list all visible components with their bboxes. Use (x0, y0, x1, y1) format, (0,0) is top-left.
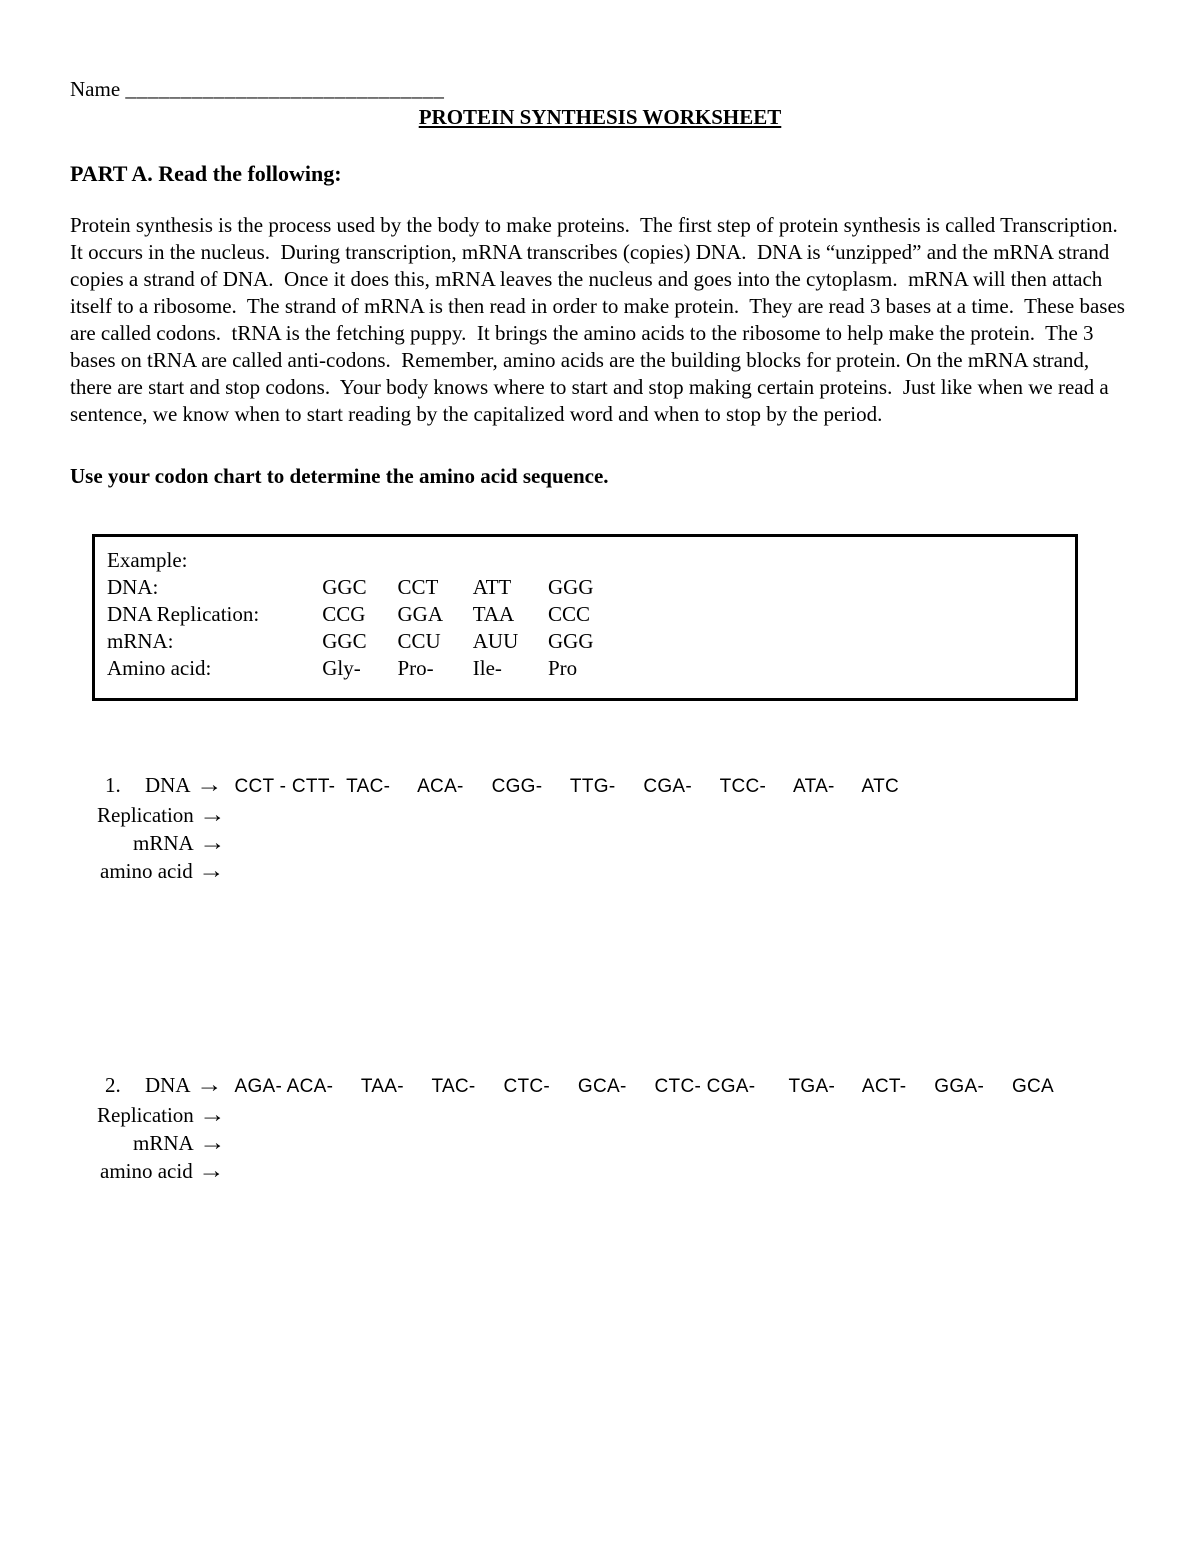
example-row-amino-acid (107, 655, 1063, 682)
arrow-icon: → (198, 830, 226, 855)
replication-label: Replication (97, 803, 194, 827)
example-row-mrna (107, 628, 1063, 655)
dna-sequence: CCT - CTT- TAC- ACA- CGG- TTG- CGA- TCC- ATA- ATC (234, 776, 900, 797)
example-row-label: Amino acid: (107, 656, 212, 680)
example-box (92, 534, 1078, 701)
mrna-label: mRNA (133, 831, 194, 855)
codon-value: TAA (472, 602, 515, 626)
codon-value: ATT (472, 575, 512, 599)
amino-acid-label: amino acid (100, 859, 193, 883)
codon-value: GGC (322, 629, 367, 653)
mrna-label: mRNA (133, 1131, 194, 1155)
example-row-label: DNA: (107, 575, 159, 599)
codon-value: Pro (548, 656, 578, 680)
name-line (70, 76, 1130, 103)
question-dna-line (70, 1071, 1130, 1101)
codon-value: CCT (397, 575, 439, 599)
question-2 (70, 1071, 1130, 1185)
arrow-icon: → (198, 1130, 226, 1155)
part-a-heading: PART A. Read the following: (70, 161, 342, 186)
example-label: Example: (107, 548, 188, 572)
intro-paragraph: Protein synthesis is the process used by the body to make proteins. The first step of protein synthesis is called Transcription. It occurs in the nucleus. During transcription, mRNA transcribes (copies) DNA. DNA is “unzipped” and the mRNA strand copies a strand of DNA. Once it does this, mRNA leaves the nucleus and goes into the cytoplasm. mRNA will then attach itself to a ribosome. The strand of mRNA is then read in order to make protein. They are read 3 bases at a time. These bases are called codons. tRNA is the fetching puppy. It brings the amino acids to the ribosome to help make the protein. The 3 bases on tRNA are called anti-codons. Remember, amino acids are the building blocks for protein. On the mRNA strand, there are start and stop codons. Your body knows where to start and stop making certain proteins. Just like when we read a sentence, we know when to start reading by the capitalized word and when to stop by the period. (70, 213, 1131, 426)
codon-value: CCG (322, 602, 366, 626)
codon-value: GGG (548, 575, 594, 599)
arrow-icon: → (197, 858, 225, 883)
question-mrna-line (70, 1129, 1130, 1157)
replication-label: Replication (97, 1103, 194, 1127)
codon-value: Gly- (322, 656, 361, 680)
page-title: PROTEIN SYNTHESIS WORKSHEET (418, 105, 782, 129)
dna-label: DNA (145, 773, 191, 797)
arrow-icon: → (197, 1158, 225, 1183)
question-amino-acid-line (70, 857, 1130, 885)
question-replication-line (70, 801, 1130, 829)
codon-value: GGA (397, 602, 443, 626)
codon-value: CCU (397, 629, 441, 653)
name-label: Name (70, 77, 121, 101)
example-label-row (107, 547, 1063, 574)
dna-label: DNA (145, 1073, 191, 1097)
question-replication-line (70, 1101, 1130, 1129)
amino-acid-label: amino acid (100, 1159, 193, 1183)
example-row-replication (107, 601, 1063, 628)
example-row-label: DNA Replication: (107, 602, 260, 626)
question-dna-line (70, 771, 1130, 801)
codon-value: GGC (322, 575, 367, 599)
dna-sequence: AGA- ACA- TAA- TAC- CTC- GCA- CTC- CGA- TGA- ACT- GGA- GCA (234, 1076, 1055, 1097)
question-1 (70, 771, 1130, 885)
arrow-icon: → (199, 1102, 226, 1127)
question-amino-acid-line (70, 1157, 1130, 1185)
codon-instruction: Use your codon chart to determine the amino acid sequence. (70, 464, 609, 488)
question-number: 1. (105, 773, 121, 797)
arrow-icon: → (195, 772, 223, 797)
arrow-icon: → (199, 802, 226, 827)
codon-value: Pro- (397, 656, 434, 680)
name-blank: _____________________________ (125, 77, 445, 101)
example-row-label: mRNA: (107, 629, 174, 653)
codon-value: Ile- (472, 656, 502, 680)
question-number: 2. (105, 1073, 121, 1097)
question-mrna-line (70, 829, 1130, 857)
example-row-dna (107, 574, 1063, 601)
codon-value: GGG (548, 629, 594, 653)
codon-value: CCC (548, 602, 591, 626)
arrow-icon: → (195, 1072, 223, 1097)
codon-value: AUU (472, 629, 519, 653)
